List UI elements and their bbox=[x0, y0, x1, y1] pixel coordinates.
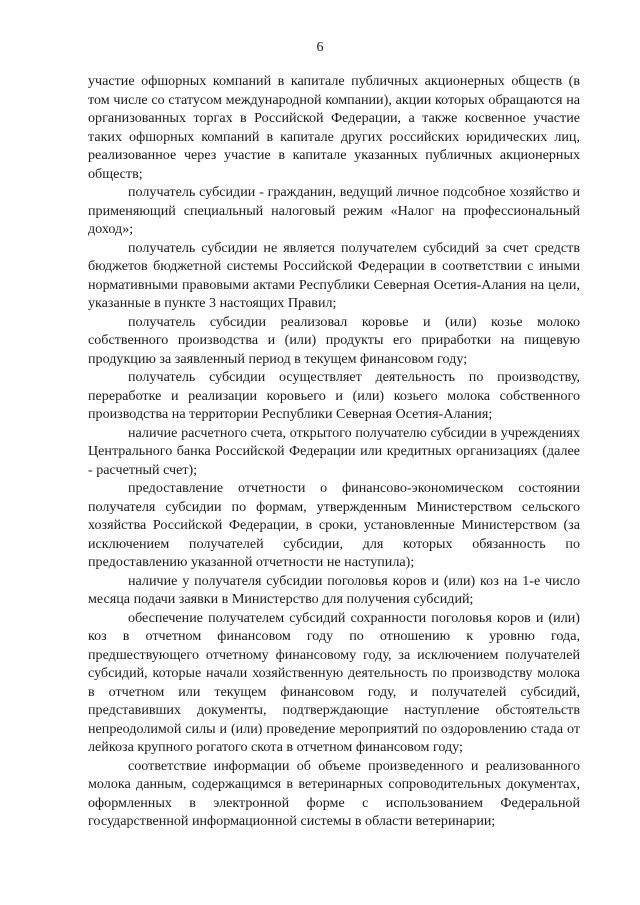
paragraph-livestock-preservation: обеспечение получателем субсидий сохранности поголовья коров и (или) коз в отчетном финансовом году по отношению к уровню года, предшествующего отчетному финансовому году, за исключением получателей субсидий, которые начали хозяйственную деятельность по производству молока в отчетном или текущем финансовом году, и получателей субсидий, представивших документы, подтверждающие наступление обстоятельств непреодолимой силы и (или) проведение мероприятий по оздоровлению стада от лейкоза крупного рогатого скота в отчетном финансовом году; bbox=[88, 609, 580, 755]
paragraph-veterinary-documents: соответствие информации об объеме произведенного и реализованного молока данным, содержащимся в ветеринарных сопроводительных документах, оформленных в электронной форме с использованием Федеральной государственной информационной системы в области ветеринарии; bbox=[88, 757, 580, 829]
paragraph-reporting: предоставление отчетности о финансово-экономическом состоянии получателя субсидии по формам, утвержденным Министерством сельского хозяйства Российской Федерации, в сроки, установленные Министерством (за исключением получателей субсидии, для которых обязанность по предоставлению указанной отчетности не наступила); bbox=[88, 480, 580, 570]
paragraph-milk-production-activity: получатель субсидии осуществляет деятельность по производству, переработке и реализации коровьего и (или) козьего молока собственного производства на территории Республики Северная Осетия-Алания; bbox=[88, 369, 580, 422]
paragraph-milk-sold: получатель субсидии реализовал коровье и (или) козье молоко собственного производства и (или) продукты его приработки на пищевую продукцию за заявленный период в текущем финансовом году; bbox=[88, 313, 580, 367]
paragraph-livestock-presence: наличие у получателя субсидии поголовья коров и (или) коз на 1-е число месяца подачи заявки в Министерство для получения субсидий; bbox=[88, 572, 580, 607]
page-number: 6 bbox=[316, 40, 324, 55]
paragraph-offshore-participation: участие офшорных компаний в капитале публичных акционерных обществ (в том числе со статусом международной компании), акции которых обращаются на организованных торгах в Российской Федерации, а также косвенное участие таких офшорных компаний в капитале других российских юридических лиц, реализованное через участие в капитале указанных публичных акционерных обществ; bbox=[88, 73, 580, 182]
paragraph-settlement-account: наличие расчетного счета, открытого получателю субсидии в учреждениях Центрального банка Российской Федерации или кредитных организациях (далее - расчетный счет); bbox=[88, 424, 580, 478]
paragraph-self-employed-citizen: получатель субсидии - гражданин, ведущий личное подсобное хозяйство и применяющий специальный налоговый режим «Налог на профессиональный доход»; bbox=[88, 184, 580, 237]
paragraph-no-other-subsidies: получатель субсидии не является получателем субсидий за счет средств бюджетов бюджетной системы Российской Федерации в соответствии с иными нормативными правовыми актами Республики Северная Осетия-Алания на цели, указанные в пункте 3 настоящих Правил; bbox=[88, 239, 580, 311]
document-body bbox=[88, 72, 580, 831]
